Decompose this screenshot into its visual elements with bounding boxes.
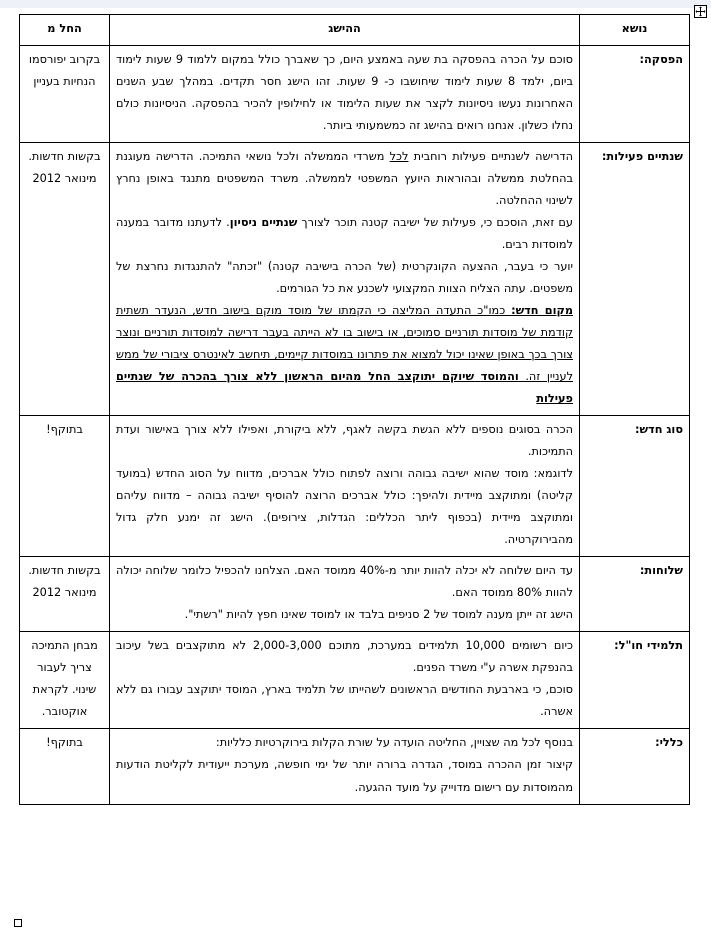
paragraph: קיצור זמן ההכרה במוסד, הגדרה ברורה יותר של ימי חופשה, מערכת ייעודית לקליטת הודעות מהמוסדות עם רישום מדוייק על מועד ההגעה. (116, 758, 573, 794)
paragraph: הכרה בסוגים נוספים ללא הגשת בקשה לאגף, ללא ביקורת, ואפילו ללא צורך באישור ועדת התמיכות. (116, 423, 573, 459)
achievements-table (19, 14, 690, 805)
paragraph: בנוסף לכל מה שצויין, החליטה הועדה על שורת הקלות בירוקרטיות כלליות: (215, 736, 573, 750)
row-achievement (110, 557, 580, 632)
table-row (20, 143, 690, 416)
paragraph: סוכם, כי בארבעת החודשים הראשונים לשהייתו של תלמיד בארץ, המוסד יתוקצב עבורו גם ללא אשרה. (116, 683, 573, 719)
row-achievement (110, 729, 580, 804)
row-subject: כללי: (580, 729, 690, 804)
row-subject: תלמידי חו"ל: (580, 632, 690, 729)
column-header-effective-from: החל מ (20, 15, 110, 46)
paragraph: לדוגמא: מוסד שהוא ישיבה גבוהה ורוצה לפתוח כולל אברכים, מדווח על הסוג החדש (במועד קליטה) ומתוקצב מיידית ולהיפך: כולל אברכים הרוצה להוסיף ישיבה גבוהה – מדווח עליהם ומתוקצב מיידית (בכפוף ליתר הכללים: הגדלות, צירופים). הישג זה ימנע חלק גדול מהבירוקרטיה. (116, 467, 573, 547)
paragraph: עד היום שלוחה לא יכלה להוות יותר מ-40% ממוסד האם. הצלחנו להכפיל כלומר שלוחה יכולה להוות 80% ממוסד האם. (116, 564, 573, 600)
top-band (0, 0, 711, 8)
paragraph: הדרישה לשנתיים פעילות רוחבית לכל משרדי הממשלה ולכל נושאי התמיכה. הדרישה מעוגנת בהחלטת ממשלה ובהוראות היועץ המשפטי לממשלה. משרד המשפטים מתנגד באופן נחרץ לשינוי ההחלטה. (116, 150, 573, 208)
table-row (20, 416, 690, 557)
table-row (20, 632, 690, 729)
row-subject: הפסקה: (580, 46, 690, 143)
paragraph: כיום רשומים 10,000 תלמידים במערכת, מתוכם 2,000-3,000 לא מתוקצבים בשל עיכוב בהנפקת אשרה ע"י משרד הפנים. (116, 639, 573, 675)
table-row (20, 729, 690, 804)
paragraph: עם זאת, הוסכם כי, פעילות של ישיבה קטנה תוכר לצורך שנתיים ניסיון. לדעתנו מדובר במענה למוסדות רבים. (116, 216, 573, 252)
table-row (20, 46, 690, 143)
row-effective-from: בקשות חדשות. מינואר 2012 (20, 143, 110, 416)
table-row (20, 557, 690, 632)
row-achievement (110, 416, 580, 557)
row-achievement (110, 46, 580, 143)
row-effective-from: מבחן התמיכה צריך לעבור שינוי. לקראת אוקטובר. (20, 632, 110, 729)
column-header-subject: נושא (580, 15, 690, 46)
table-header-row (20, 15, 690, 46)
row-effective-from: בקשות חדשות. מינואר 2012 (20, 557, 110, 632)
row-effective-from: בקרוב יפורסמו הנחיות בעניין (20, 46, 110, 143)
row-subject: שנתיים פעילות: (580, 143, 690, 416)
paragraph-highlighted: מקום חדש: כמו"כ התעדה המליצה כי הקמתו של מוסד מוקם בישוב חדש, הנעדר תשתית קודמת של מוסדות תורניים סמוכים, או בישוב בו לא הייתה בעבר דרישה למוסדות תורניים ונוצר צורך בכך באופן שאינו יכול למצוא את פתרונו במוסדות קיימים, תיחשב לאינטרס ציבורי של ממש לעניין זה. והמוסד שיוקם יתוקצב החל מהיום הראשון ללא צורך בהכרה של שנתיים פעילות (116, 304, 574, 406)
table-container (20, 14, 690, 805)
row-achievement (110, 632, 580, 729)
column-header-achievement: ההישג (110, 15, 580, 46)
row-achievement (110, 143, 580, 416)
table-resize-handle-icon[interactable] (14, 919, 22, 927)
row-effective-from: בתוקף! (20, 729, 110, 804)
row-subject: סוג חדש: (580, 416, 690, 557)
row-subject: שלוחות: (580, 557, 690, 632)
row-effective-from: בתוקף! (20, 416, 110, 557)
paragraph: סוכם על הכרה בהפסקה בת שעה באמצע היום, כך שאברך כולל במקום ללמוד 9 שעות לימוד ביום, ילמד 8 שעות לימוד שיחושבו כ- 9 שעות. זהו הישג חסר תקדים. במהלך שבע השנים האחרונות נעשו ניסיונות לקצר את שעות הלימוד או לחילופין להכיר בהפסקה. הניסיונות כולם נחלו כשלון. אנחנו רואים בהישג זה כמשמעותי ביותר. (116, 53, 574, 133)
paragraph: יוער כי בעבר, ההצעה הקונקרטית (של הכרה בישיבה קטנה) "זכתה" להתנגדות נחרצת של משפטים. עתה הצליח הצוות המקצועי לשכנע את כל הגורמים. (116, 260, 573, 296)
paragraph: הישג זה ייתן מענה למוסד של 2 סניפים בלבד או למוסד שאינו חפץ להיות "רשתי". (184, 608, 573, 622)
table-move-handle-icon[interactable] (694, 5, 707, 18)
